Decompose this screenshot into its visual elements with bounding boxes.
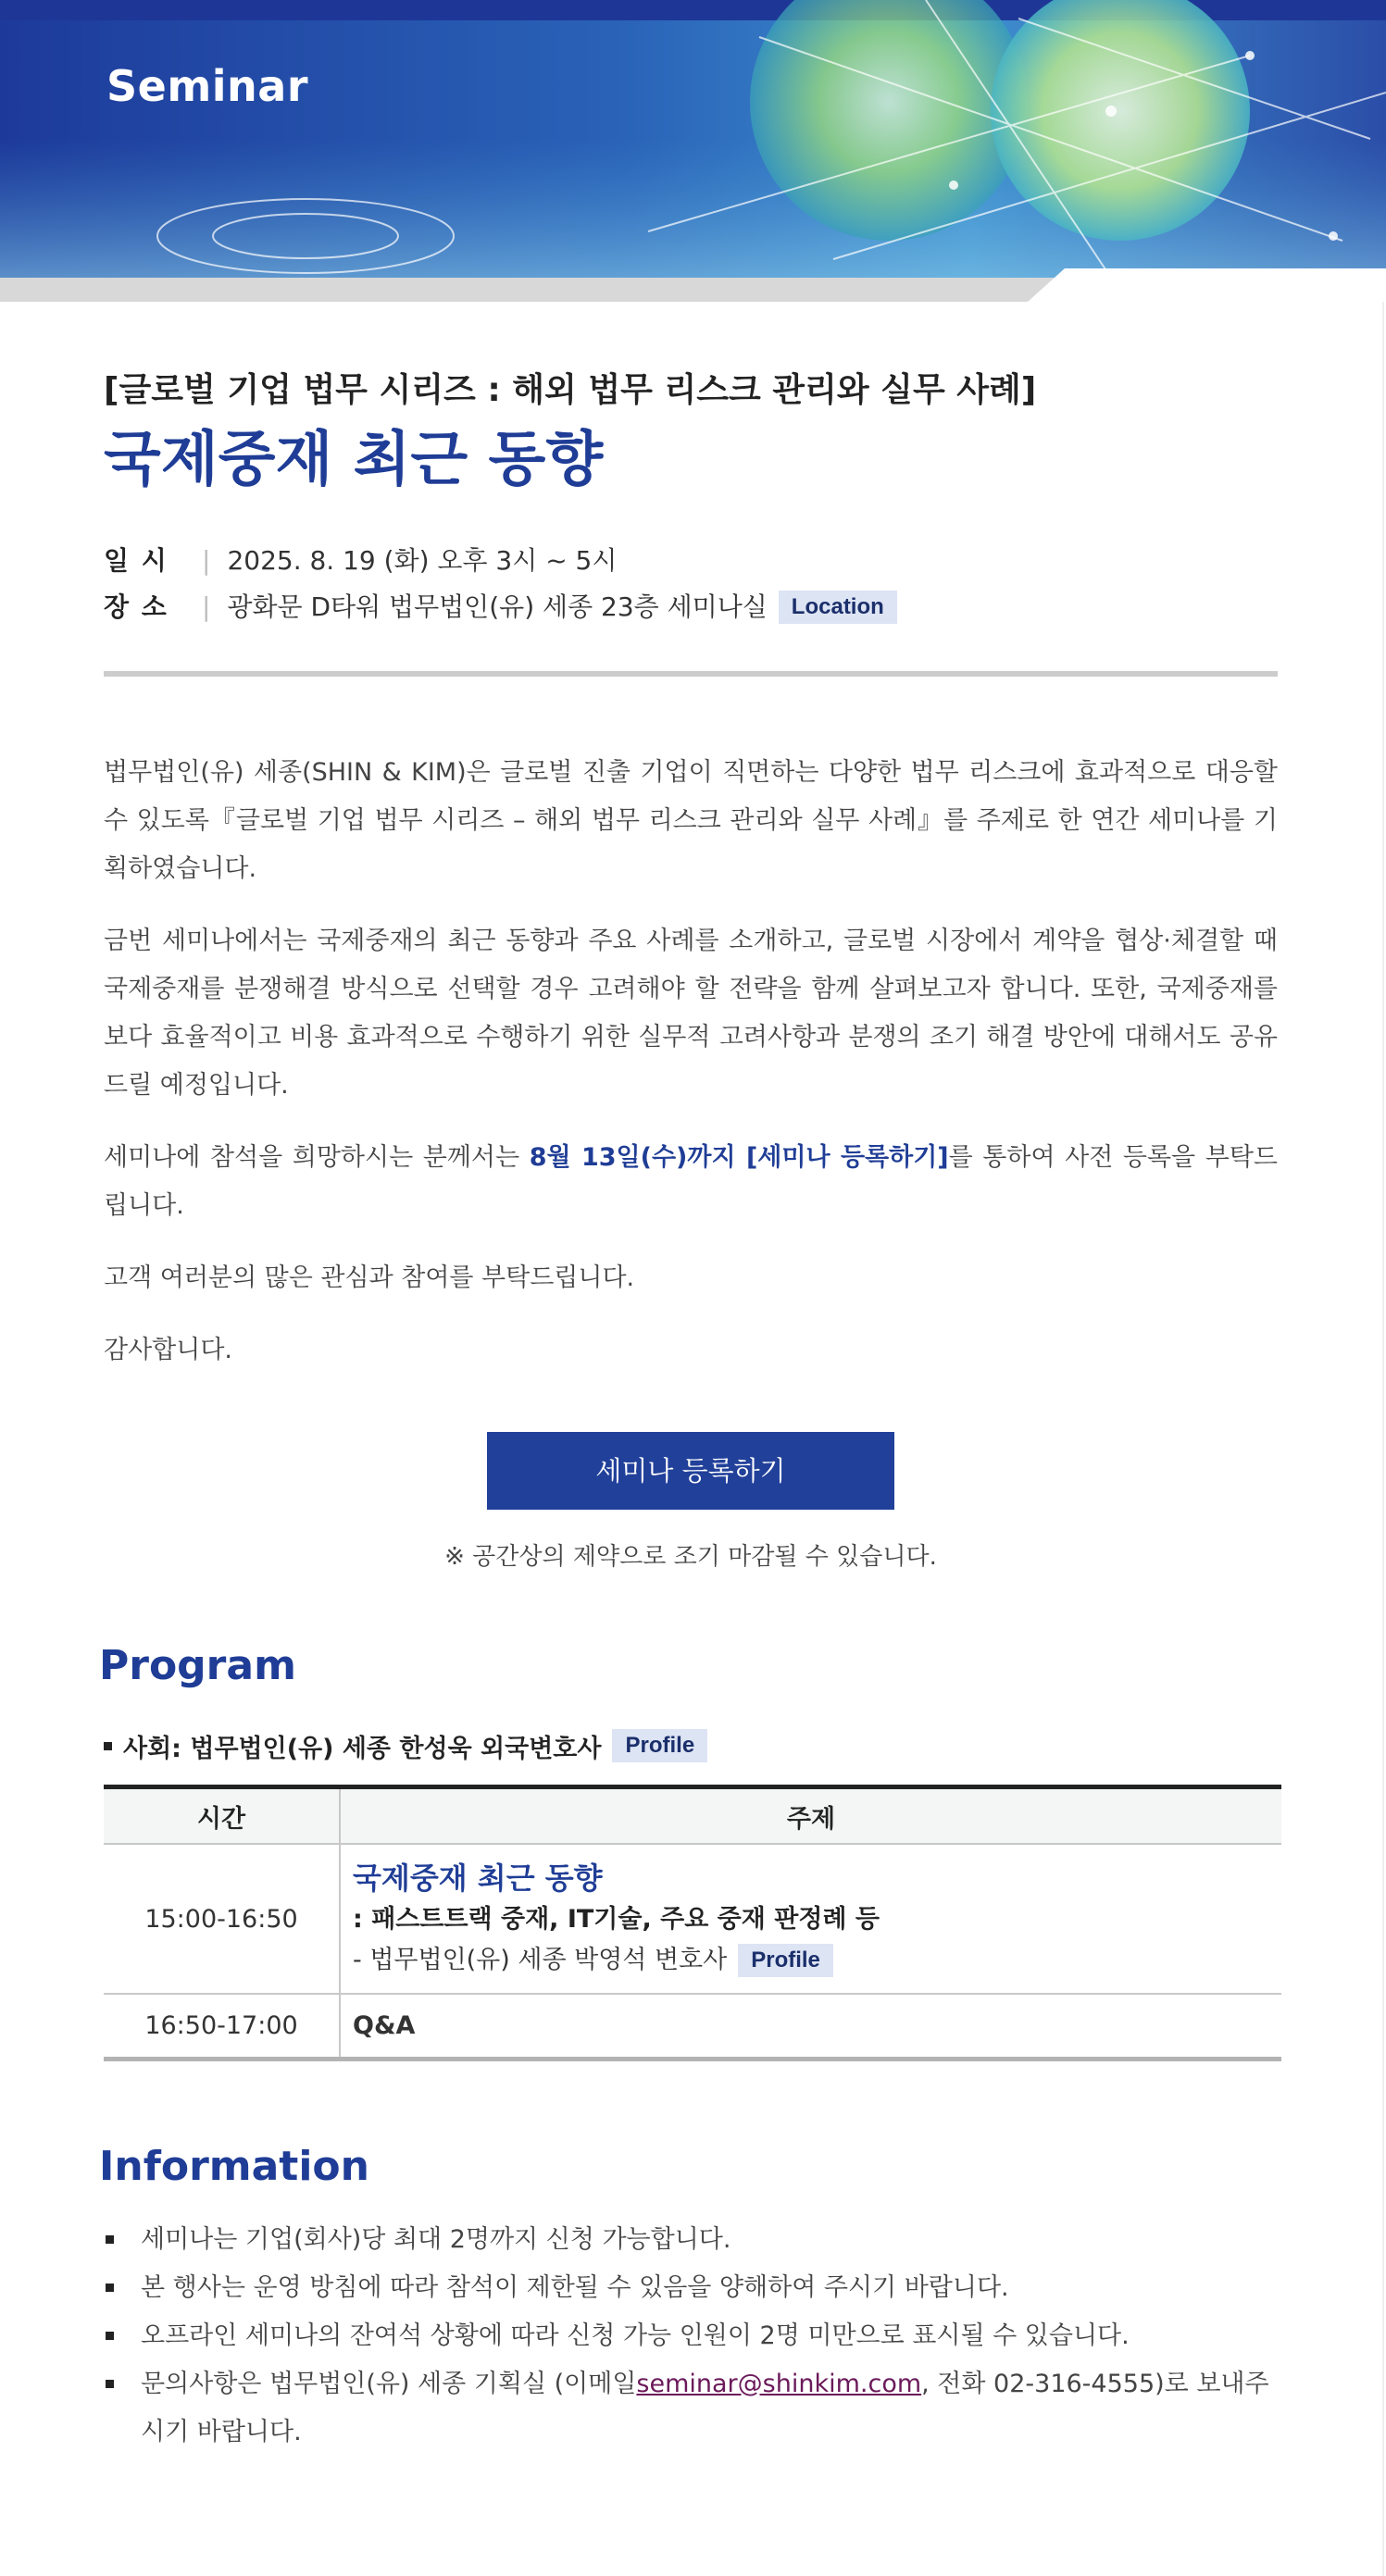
topic-column-header: 주제 — [340, 1786, 1281, 1844]
session-speaker-line — [353, 1940, 1269, 1981]
cta-area — [104, 1432, 1278, 1510]
seminar-banner — [0, 0, 1386, 302]
intro-body — [104, 749, 1278, 1375]
host-profile-link[interactable]: Profile — [612, 1729, 707, 1762]
host-line — [104, 1728, 1278, 1764]
list-item: 세미나는 기업(회사)당 최대 2명까지 신청 가능합니다. — [104, 2216, 1278, 2264]
thanks-paragraph: 감사합니다. — [104, 1335, 232, 1364]
session-speaker: - 법무법인(유) 세종 박영석 변호사 — [353, 1946, 728, 1975]
register-button[interactable]: 세미나 등록하기 — [487, 1432, 894, 1510]
registration-paragraph — [104, 1134, 1278, 1230]
speaker-profile-link[interactable]: Profile — [738, 1944, 833, 1977]
banner-title: Seminar — [106, 61, 309, 111]
session-time: 15:00-16:50 — [104, 1844, 340, 1994]
place-value: 광화문 D타워 법무법인(유) 세종 23층 세미나실 — [227, 591, 768, 622]
square-bullet-icon — [104, 1742, 112, 1750]
date-label: 일 시 — [104, 544, 169, 576]
seminar-title: 국제중재 최근 동향 — [104, 426, 604, 495]
session-topic: 국제중재 최근 동향 — [353, 1860, 603, 1897]
capacity-note: ※ 공간상의 제약으로 조기 마감될 수 있습니다. — [444, 1542, 937, 1571]
list-item: 오프라인 세미나의 잔여석 상황에 따라 신청 가능 인원이 2명 미만으로 표시될 수 있습니다. — [104, 2312, 1278, 2360]
session-time: 16:50-17:00 — [104, 1994, 340, 2059]
session-subtopic: : 패스트트랙 중재, IT기술, 주요 중재 판정례 등 — [353, 1905, 880, 1935]
series-title: [글로벌 기업 법무 시리즈 : 해외 법무 리스크 관리와 실무 사례] — [104, 371, 1037, 409]
host-text: 사회: 법무법인(유) 세종 한성욱 외국변호사 — [123, 1734, 602, 1763]
contact-email-link[interactable]: seminar@shinkim.com — [636, 2369, 922, 2398]
closing-paragraph: 고객 여러분의 많은 관심과 참여를 부탁드립니다. — [104, 1263, 635, 1292]
registration-text: 세미나에 참석을 희망하시는 분께서는 — [104, 1142, 530, 1172]
program-table — [104, 1785, 1281, 2061]
place-row — [104, 584, 1278, 630]
session-topic: Q&A — [353, 2011, 416, 2041]
time-column-header: 시간 — [104, 1786, 340, 1844]
page-edge-line — [1382, 302, 1384, 2576]
table-row — [104, 1844, 1281, 1994]
table-row — [104, 1994, 1281, 2059]
banner-globe-illustration — [0, 0, 1386, 302]
information-list — [104, 2216, 1278, 2457]
program-title: Program — [99, 1641, 296, 1689]
date-row — [104, 538, 1278, 584]
session-topic-cell — [340, 1844, 1281, 1994]
list-item — [104, 2360, 1278, 2457]
newsletter-content — [99, 370, 1278, 2457]
location-link[interactable]: Location — [779, 591, 897, 624]
intro-paragraph: 금번 세미나에서는 국제중재의 최근 동향과 주요 사례를 소개하고, 글로벌 시장에서 계약을 협상·체결할 때 국제중재를 분쟁해결 방식으로 선택할 경우 고려해야 할 전략을 함께 살펴보고자 합니다. 또한, 국제중재를 보다 효율적이고 비용 효과적으로 수행하기 위한 실무적 고려사항과 분쟁의 조기 해결 방안에 대해서도 공유드릴 예정입니다. — [104, 926, 1278, 1100]
intro-paragraph: 법무법인(유) 세종(SHIN & KIM)은 글로벌 진출 기업이 직면하는 다양한 법무 리스크에 효과적으로 대응할 수 있도록『글로벌 기업 법무 시리즈 – 해외 법무 리스크 관리와 실무 사례』를 주제로 한 연간 세미나를 기획하였습니다. — [104, 757, 1278, 883]
place-label: 장 소 — [104, 591, 169, 622]
meta-separator: | — [202, 591, 211, 622]
registration-deadline: 8월 13일(수)까지 [세미나 등록하기] — [529, 1142, 949, 1172]
section-divider — [104, 671, 1278, 677]
registration-text: 를 통하여 사전 등록을 부탁드립니다. — [104, 1142, 1278, 1220]
information-title: Information — [99, 2142, 369, 2190]
list-item: 본 행사는 운영 방침에 따라 참석이 제한될 수 있음을 양해하여 주시기 바랍니다. — [104, 2264, 1278, 2312]
meta-separator: | — [202, 544, 211, 576]
event-meta — [104, 538, 1278, 630]
contact-text: , 전화 02-316-4555)로 보내주시기 바랍니다. — [141, 2369, 1269, 2446]
contact-text: 문의사항은 법무법인(유) 세종 기획실 (이메일 — [141, 2369, 637, 2398]
table-header-row — [104, 1786, 1281, 1844]
date-value: 2025. 8. 19 (화) 오후 3시 ~ 5시 — [227, 544, 618, 576]
